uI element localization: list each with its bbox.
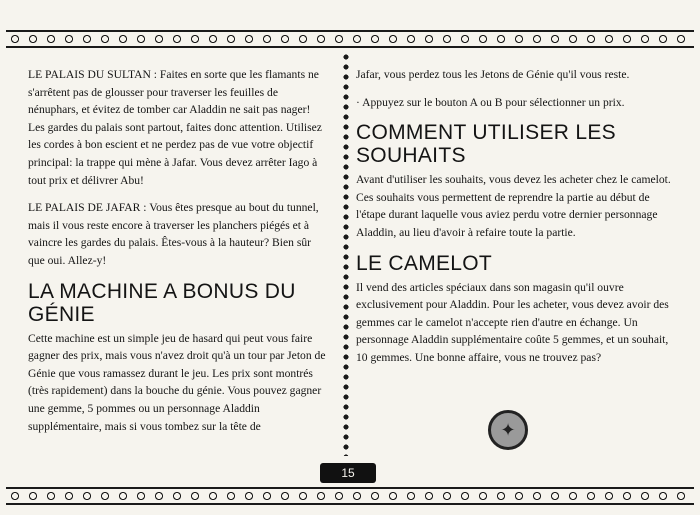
bottom-ornamental-border [6, 487, 694, 505]
palais-du-sultan-paragraph: LE PALAIS DU SULTAN : Faites en sorte que les flamants ne s'arrêtent pas de glousser pour traverser les feuilles de nénuphars, et évitez de tomber car Aladdin ne sait pas nager! Les gardes du palais sont partout, faites donc attention. Utilisez les cordes à bon escient et ne perdez pas de vue votre objectif principal: la trappe qui mène à Jafar. Vous devez arrêter Iago à tout prix et délivrer Abu! [28, 68, 322, 187]
left-column [28, 66, 328, 445]
wishes-paragraph: Avant d'utiliser les souhaits, vous devez les acheter chez le camelot. Ces souhaits vous permettent de reprendre la partie au début de l'étape durant laquelle vous aviez perdu votre dernier personnage Aladdin, au lieu d'avoir à refaire toute la partie. [356, 173, 671, 239]
palais-de-jafar-paragraph: LE PALAIS DE JAFAR : Vous êtes presque au bout du tunnel, mais il vous reste encore à traverser les planchers piégés et à vaincre les gardes du palais. Êtes-vous à la hauteur? Bien sûr que oui. Allez-y! [28, 201, 319, 267]
genie-medallion-icon: ✦ [488, 410, 528, 450]
camelot-heading: LE CAMELOT [356, 251, 493, 275]
page-number: 15 [320, 463, 376, 483]
camelot-paragraph: Il vend des articles spéciaux dans son magasin qu'il ouvre exclusivement pour Aladdin. Pour les acheter, vous devez avoir des gemmes car le camelot n'accepte rien d'autre en échange. Un personnage Aladdin supplémentaire coûte 5 gemmes, et un souhait, 10 gemmes. Une bonne affaire, vous ne trouvez pas? [356, 280, 669, 364]
wishes-heading: COMMENT UTILISER LES SOUHAITS [356, 121, 616, 168]
column-divider [341, 52, 351, 456]
jafar-continuation-paragraph: Jafar, vous perdez tous les Jetons de Génie qu'il vous reste. [356, 68, 630, 81]
right-column [356, 66, 672, 377]
bonus-machine-heading: LA MACHINE A BONUS DU GÉNIE [28, 279, 296, 326]
bonus-machine-paragraph: Cette machine est un simple jeu de hasard qui peut vous faire gagner des prix, mais vous n'avez droit qu'à un tour par Jeton de Génie que vous ramassez durant le jeu. Les prix sont montrés (très rapidement) dans la bouche du génie. Vous pouvez gagner une gemme, 5 pommes ou un personnage Aladdin supplémentaire, mais si vous tombez sur la tête de [28, 331, 326, 433]
select-prize-instruction: · Appuyez sur le bouton A ou B pour sélectionner un prix. [356, 95, 625, 109]
top-ornamental-border [6, 30, 694, 48]
